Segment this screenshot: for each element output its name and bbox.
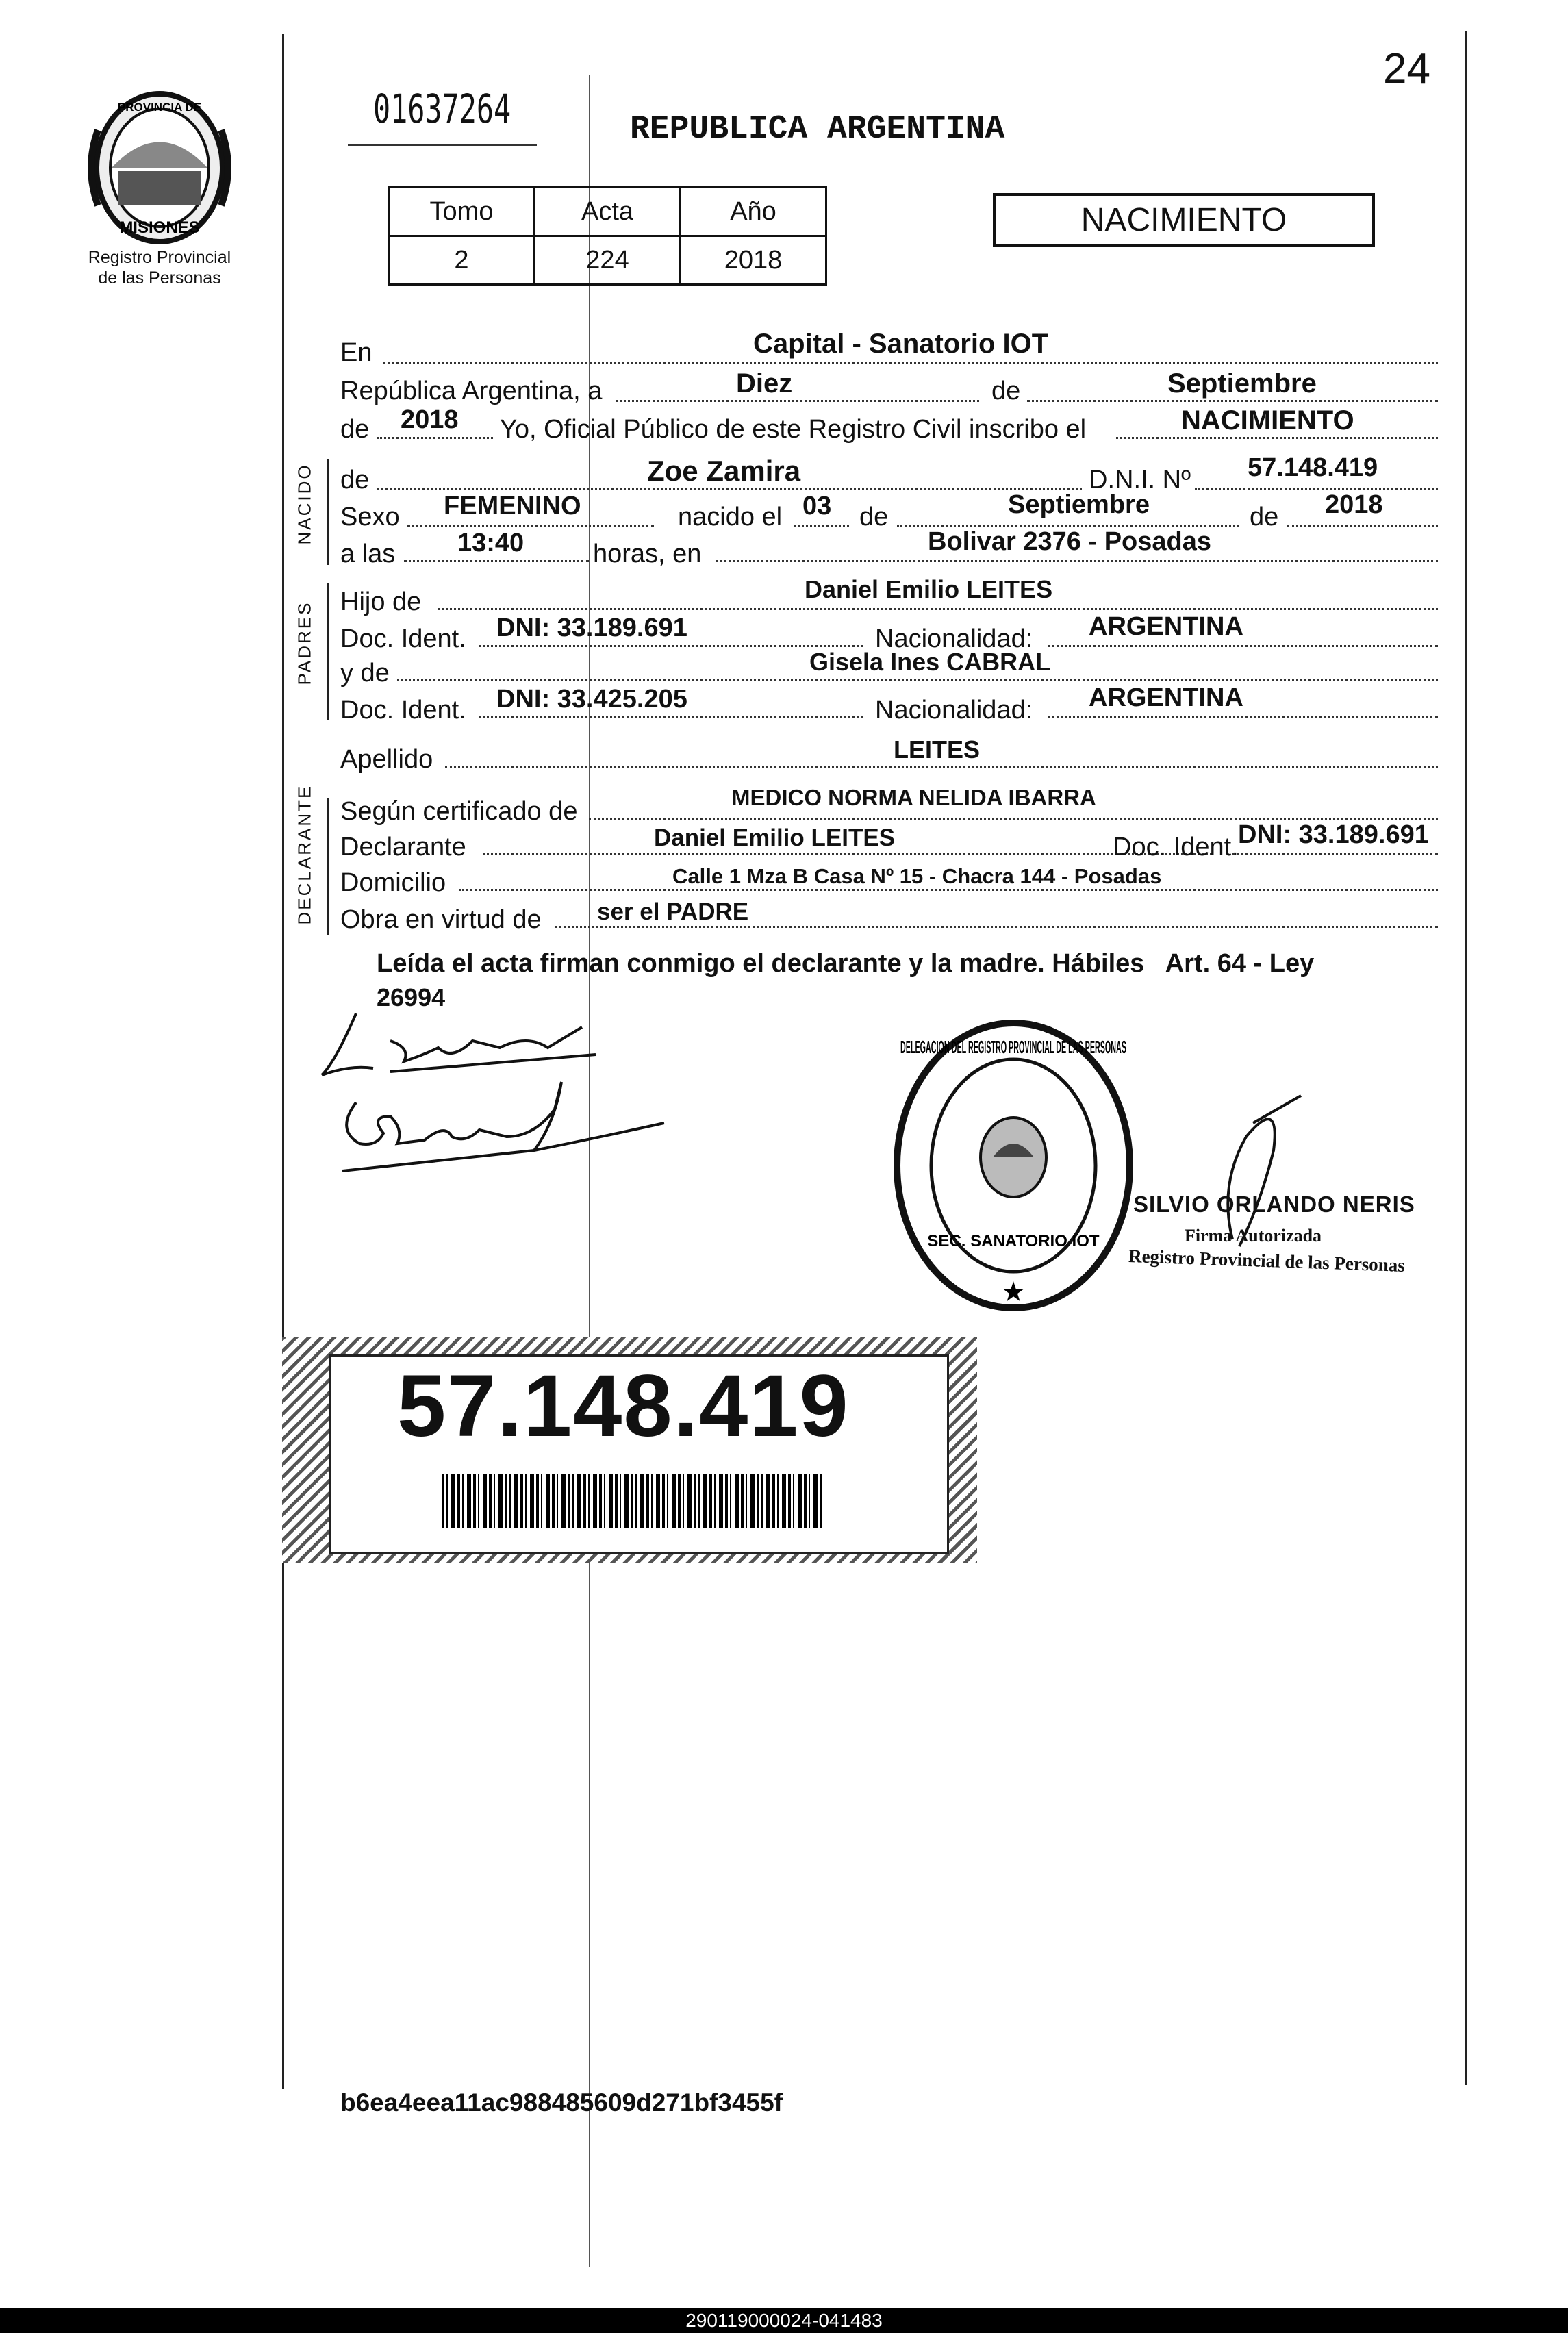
label-declarante: Declarante: [340, 833, 466, 861]
record-table: [388, 186, 827, 286]
label-yo: Yo, Oficial Público de este Registro Civil inscribo el: [500, 415, 1087, 444]
dots-anio: [377, 437, 493, 439]
label-y-de: y de: [340, 659, 390, 688]
dots-mes: [1027, 400, 1438, 402]
dni-barcode: [442, 1474, 822, 1528]
value-tipo: NACIMIENTO: [1181, 405, 1354, 436]
value-declarante: Daniel Emilio LEITES: [654, 824, 896, 851]
section-declarante: DECLARANTE: [294, 784, 315, 925]
label-nacionalidad-2: Nacionalidad:: [875, 696, 1033, 724]
value-padre: Daniel Emilio LEITES: [805, 575, 1053, 603]
dots-direccion: [716, 560, 1438, 562]
value-hora: 13:40: [457, 529, 524, 557]
value-obra: ser el PADRE: [597, 898, 749, 925]
dots-apellido: [445, 766, 1438, 768]
label-domicilio: Domicilio: [340, 868, 446, 897]
value-dia: Diez: [736, 368, 793, 399]
value-dni: 57.148.419: [1248, 453, 1378, 482]
dots-certificado: [589, 818, 1438, 820]
value-anio-nac: 2018: [1325, 490, 1383, 519]
serial-underline: [348, 144, 537, 146]
footer-bar: [0, 2308, 1568, 2333]
svg-text:PROVINCIA DE: PROVINCIA DE: [117, 101, 202, 114]
official-org: Registro Provincial de las Personas: [1128, 1245, 1406, 1276]
official-role: Firma Autorizada: [1185, 1226, 1322, 1246]
logo-caption-2: de las Personas: [98, 268, 221, 288]
label-de5: de: [1250, 503, 1279, 531]
dots-madre: [397, 679, 1438, 681]
dots-dia: [616, 400, 979, 402]
value-domicilio: Calle 1 Mza B Casa Nº 15 - Chacra 144 - Posadas: [672, 864, 1162, 888]
value-anio: 2018: [401, 405, 459, 434]
label-rep-arg: República Argentina, a: [340, 377, 603, 405]
value-anio: 2018: [681, 236, 826, 285]
value-declarante-doc: DNI: 33.189.691: [1238, 820, 1429, 849]
dots-padre-doc: [479, 645, 863, 647]
dots-padre: [438, 608, 1438, 610]
value-apellido: LEITES: [894, 735, 981, 764]
value-tomo: 2: [389, 236, 535, 285]
document-type: NACIMIENTO: [1080, 201, 1287, 238]
page-number: 24: [1383, 45, 1430, 92]
dots-obra: [555, 926, 1438, 928]
section-padres: PADRES: [294, 601, 315, 685]
value-mes-nac: Septiembre: [1008, 490, 1150, 519]
header-tomo: Tomo: [389, 188, 535, 236]
label-doc-ident-2: Doc. Ident.: [340, 696, 466, 724]
header-title: REPUBLICA ARGENTINA: [630, 111, 1005, 148]
serial-number: 01637264: [373, 86, 511, 132]
value-padre-nac: ARGENTINA: [1089, 612, 1243, 641]
closing-line-2: 26994: [377, 983, 446, 1011]
label-nacionalidad-1: Nacionalidad:: [875, 625, 1033, 653]
stamp-outer-text: DELEGACION DEL REGISTRO PROVINCIAL DE LAS PERSONAS: [900, 1037, 1126, 1057]
dni-sticker-number: 57.148.419: [397, 1357, 850, 1455]
dots-declarante: [483, 853, 1212, 855]
nacido-bracket: [327, 459, 329, 565]
value-direccion-nac: Bolivar 2376 - Posadas: [928, 527, 1211, 556]
value-madre: Gisela Ines CABRAL: [809, 648, 1051, 676]
label-nacido-el: nacido el: [678, 503, 783, 531]
label-de4: de: [859, 503, 889, 531]
value-lugar: Capital - Sanatorio IOT: [753, 329, 1049, 359]
value-madre-nac: ARGENTINA: [1089, 683, 1243, 712]
value-acta: 224: [535, 236, 681, 285]
label-doc-ident-3: Doc. Ident.: [1113, 833, 1239, 861]
document-hash: b6ea4eea11ac988485609d271bf3455f: [340, 2089, 783, 2117]
label-a-las: a las: [340, 540, 396, 568]
value-certificado: MEDICO NORMA NELIDA IBARRA: [731, 785, 1096, 810]
label-de2: de: [340, 415, 370, 444]
closing-line-1: Leída el acta firman conmigo el declarante y la madre. Hábiles Art. 64 - Ley: [377, 949, 1315, 978]
label-horas-en: horas, en: [593, 540, 702, 568]
dots-declarante-doc: [1232, 853, 1438, 855]
header-acta: Acta: [535, 188, 681, 236]
value-sexo: FEMENINO: [444, 492, 581, 520]
svg-text:MISIONES: MISIONES: [119, 218, 200, 237]
stamp-star-icon: ★: [1001, 1276, 1026, 1308]
declarante-bracket: [327, 798, 329, 935]
left-rule: [282, 34, 284, 2089]
dots-dia-nac: [794, 525, 849, 527]
label-de1: de: [991, 377, 1021, 405]
label-de3: de: [340, 466, 370, 494]
dots-hora: [404, 560, 589, 562]
misiones-seal-icon: [81, 89, 238, 247]
dots-padre-nac: [1048, 645, 1438, 647]
dots-tipo: [1116, 437, 1438, 439]
dots-madre-nac: [1048, 716, 1438, 718]
dots-sexo: [407, 525, 654, 527]
value-mes: Septiembre: [1167, 368, 1317, 399]
section-nacido: NACIDO: [294, 463, 315, 545]
label-apellido: Apellido: [340, 745, 433, 774]
label-segun: Según certificado de: [340, 797, 578, 826]
footer-code: 290119000024-041483: [685, 2309, 883, 2331]
dots-nombre: [377, 488, 1082, 490]
label-doc-ident-1: Doc. Ident.: [340, 625, 466, 653]
dots-dni: [1195, 488, 1438, 490]
padres-bracket: [327, 583, 329, 720]
value-nombre: Zoe Zamira: [647, 455, 801, 487]
dots-en: [383, 362, 1438, 364]
province-logo: [81, 89, 238, 247]
value-madre-doc: DNI: 33.425.205: [496, 685, 687, 714]
label-hijo-de: Hijo de: [340, 588, 422, 616]
dots-anio-nac: [1287, 525, 1438, 527]
official-name: SILVIO ORLANDO NERIS: [1133, 1191, 1415, 1217]
document-type-box: [993, 193, 1375, 247]
label-dni: D.N.I. Nº: [1089, 466, 1191, 494]
dots-madre-doc: [479, 716, 863, 718]
mother-signature: [329, 1068, 685, 1171]
registry-stamp: [883, 1013, 1143, 1322]
label-obra: Obra en virtud de: [340, 905, 542, 934]
dots-mes-nac: [897, 525, 1239, 527]
stamp-inner-text: SEC. SANATORIO IOT: [927, 1232, 1100, 1250]
label-sexo: Sexo: [340, 503, 400, 531]
value-padre-doc: DNI: 33.189.691: [496, 614, 687, 642]
header-anio: Año: [681, 188, 826, 236]
dots-domicilio: [459, 889, 1438, 891]
value-dia-nac: 03: [802, 492, 832, 520]
right-rule: [1465, 31, 1467, 2085]
logo-caption-1: Registro Provincial: [88, 248, 231, 267]
label-en: En: [340, 338, 372, 367]
